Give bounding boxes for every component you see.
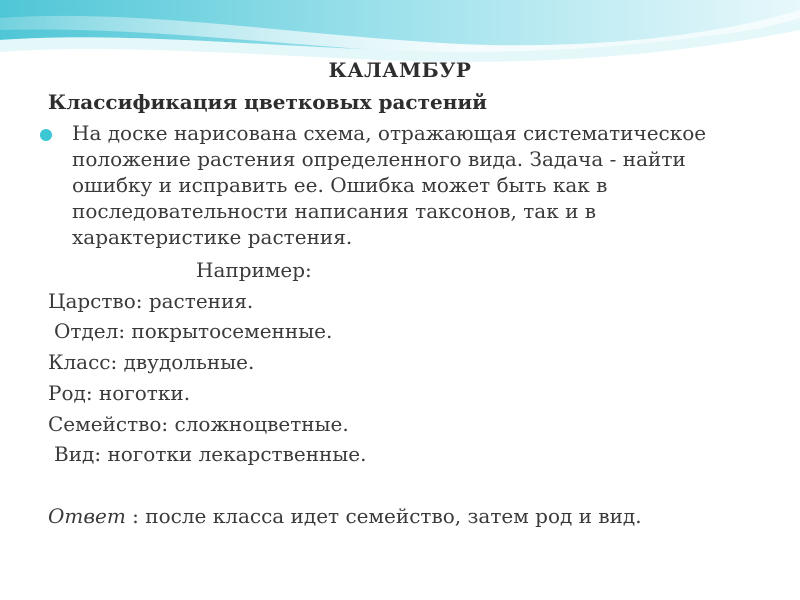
answer-label: Ответ (48, 504, 126, 528)
slide-subtitle: Классификация цветковых растений (48, 90, 488, 114)
taxon-line-family: Семейство: сложноцветные. (48, 412, 349, 436)
bullet-dot-icon (40, 129, 52, 141)
bullet-item (40, 120, 780, 250)
slide-title: КАЛАМБУР (328, 58, 472, 82)
taxon-line-class: Класс: двудольные. (48, 350, 255, 374)
answer-line (48, 503, 642, 529)
answer-text: : после класса идет семейство, затем род и вид. (125, 504, 642, 528)
taxon-line-kingdom: Царство: растения. (48, 289, 254, 313)
example-heading: Например: (196, 258, 312, 282)
taxon-line-division: Отдел: покрытосеменные. (54, 319, 333, 343)
taxon-line-genus: Род: ноготки. (48, 381, 191, 405)
bullet-text: На доске нарисована схема, отражающая систематическое положение растения определенного вида. Задача - найти ошибку и исправить ее. Ошибка может быть как в последовательности написания таксонов, так и в характеристике растения. (72, 121, 707, 249)
taxon-line-species: Вид: ноготки лекарственные. (54, 442, 367, 466)
